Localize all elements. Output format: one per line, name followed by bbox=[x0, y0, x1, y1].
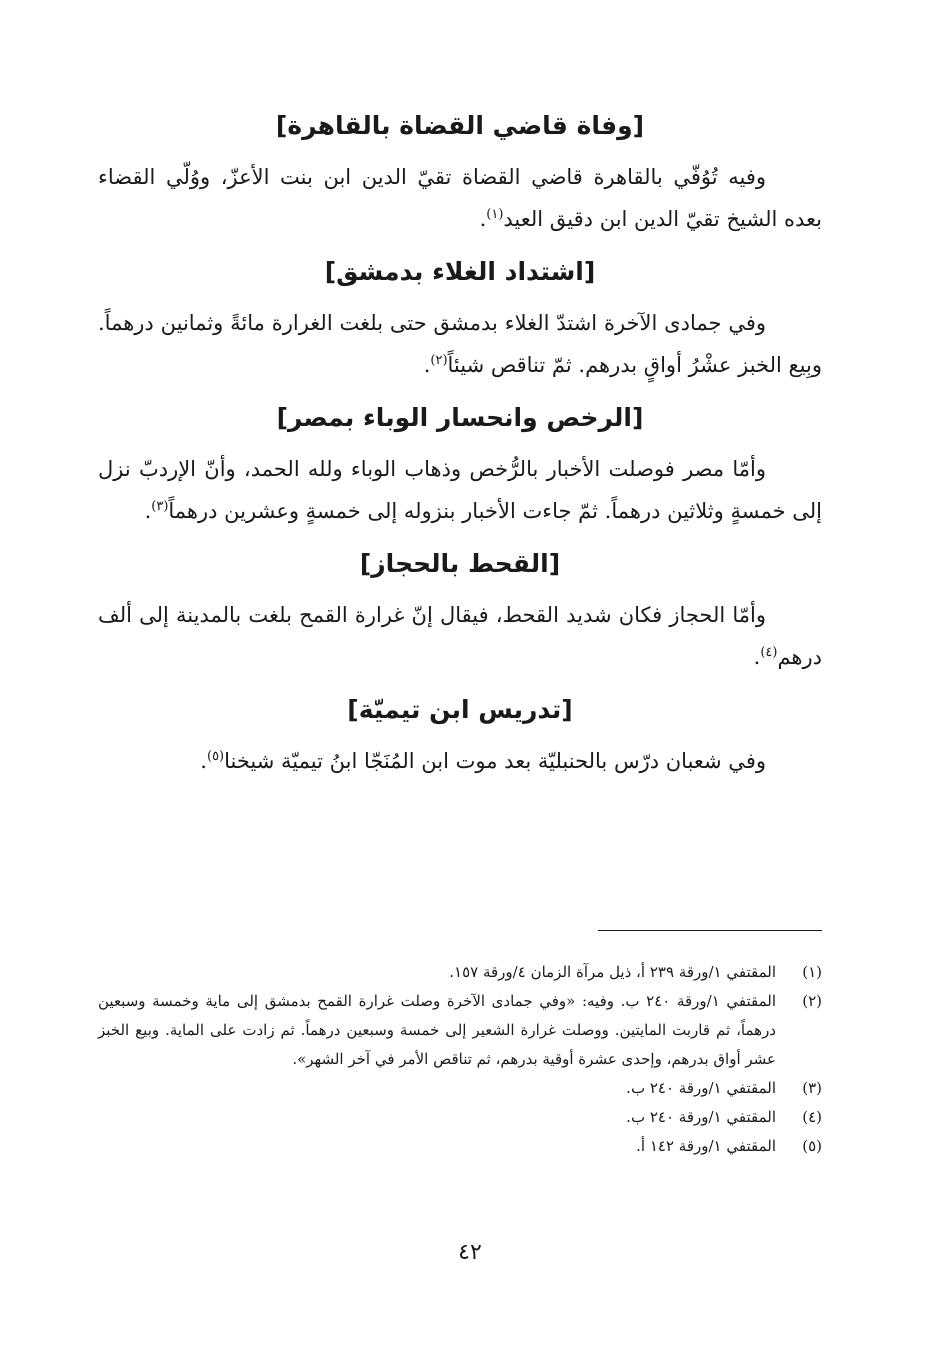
section-title-ibn-taymiyya: [تدريس ابن تيميّة] bbox=[347, 695, 573, 724]
footnote-marker[interactable]: (١) bbox=[486, 207, 504, 222]
paragraph-ibn-taymiyya: وفي شعبان درّس بالحنبليّة بعد موت ابن المُنَجّا ابنُ تيميّة شيخنا$^{(٥)}$. bbox=[200, 749, 766, 773]
footnote-text: المقتفي ١/ورقة ٢٤٠ ب. bbox=[626, 1108, 776, 1126]
paragraph-egypt-prices: وأمّا مصر فوصلت الأخبار بالرُّخص وذهاب الوباء ولله الحمد، وأنّ الإردبّ نزل إلى خمسةٍ وثلاثين درهماً. ثمّ جاءت الأخبار بنزوله إلى خمسةٍ وعشرين درهماً$^{(٣)}$. bbox=[98, 457, 822, 523]
footnote-marker[interactable]: (٢) bbox=[430, 353, 448, 368]
footnote-text: المقتفي ١/ورقة ٢٣٩ أ، ذيل مرآة الزمان ٤/ورقة ١٥٧. bbox=[449, 963, 776, 981]
paragraph-text: وأمّا الحجاز فكان شديد القحط، فيقال إنّ غرارة القمح بلغت بالمدينة إلى ألف درهم bbox=[98, 603, 822, 669]
footnote-item bbox=[98, 958, 822, 987]
footnote-item bbox=[98, 1103, 822, 1132]
section-title-qadi-death: [وفاة قاضي القضاة بالقاهرة] bbox=[275, 111, 645, 140]
footnote-marker[interactable]: (٣) bbox=[151, 499, 169, 514]
paragraph-text: وفي شعبان درّس بالحنبليّة بعد موت ابن المُنَجّا ابنُ تيميّة شيخنا bbox=[224, 749, 766, 773]
footnote-number: (١) bbox=[802, 963, 822, 981]
footnote-number: (٥) bbox=[802, 1137, 822, 1155]
footnote-marker[interactable]: (٥) bbox=[206, 749, 225, 764]
footnote-number: (٤) bbox=[802, 1108, 822, 1126]
section-title-hijaz-drought: [القحط بالحجاز] bbox=[359, 549, 561, 578]
footnote-item bbox=[98, 987, 822, 1074]
section-title-egypt-prices: [الرخص وانحسار الوباء بمصر] bbox=[276, 403, 644, 432]
page-number: ٤٢ bbox=[458, 1240, 482, 1265]
section-title-damascus-famine: [اشتداد الغلاء بدمشق] bbox=[324, 257, 596, 286]
footnote-divider bbox=[598, 930, 822, 931]
paragraph-text: وفيه تُوُفّي بالقاهرة قاضي القضاة تقيّ الدين ابن بنت الأعزّ، ووُلّي القضاء بعده الشيخ تقيّ الدين ابن دقيق العيد bbox=[98, 165, 822, 231]
footnote-number: (٣) bbox=[802, 1079, 822, 1097]
footnote-item bbox=[98, 1074, 822, 1103]
paragraph-text: وفي جمادى الآخرة اشتدّ الغلاء بدمشق حتى بلغت الغرارة مائةً وثمانين درهماً. وبِيع الخبز عشْرُ أواقٍ بدرهم. ثمّ تناقص شيئاً bbox=[98, 311, 822, 377]
paragraph-text: وأمّا مصر فوصلت الأخبار بالرُّخص وذهاب الوباء ولله الحمد، وأنّ الإردبّ نزل إلى خمسةٍ وثلاثين درهماً. ثمّ جاءت الأخبار بنزوله إلى خمسةٍ وعشرين درهماً bbox=[98, 457, 822, 523]
paragraph-qadi-death: وفيه تُوُفّي بالقاهرة قاضي القضاة تقيّ الدين ابن بنت الأعزّ، ووُلّي القضاء بعده الشيخ تقيّ الدين ابن دقيق العيد$^{(١)}$. bbox=[98, 165, 822, 231]
page-body bbox=[98, 100, 822, 1368]
footnotes bbox=[98, 958, 822, 1161]
footnote-item bbox=[98, 1132, 822, 1161]
footnote-text: المقتفي ١/ورقة ٢٤٠ ب. bbox=[626, 1079, 776, 1097]
footnote-text: المقتفي ١/ورقة ٢٤٠ ب. وفيه: «وفي جمادى الآخرة وصلت غرارة القمح بدمشق إلى ماية وخمسة وسبعين درهماً، ثم قاربت المايتين. ووصلت غرارة الشعير إلى خمسة وسبعين درهماً. ثم زادت على الماية. وبيع الخبز عشر أواق بدرهم، وإحدى عشرة أوقية بدرهم، ثم تناقص الأمر في آخر الشهر». bbox=[98, 992, 777, 1068]
paragraph-damascus-famine: وفي جمادى الآخرة اشتدّ الغلاء بدمشق حتى بلغت الغرارة مائةً وثمانين درهماً. وبِيع الخبز عشْرُ أواقٍ بدرهم. ثمّ تناقص شيئاً$^{(٢)}$. bbox=[98, 311, 822, 377]
footnote-text: المقتفي ١/ورقة ١٤٢ أ. bbox=[636, 1137, 776, 1155]
paragraph-hijaz-drought: وأمّا الحجاز فكان شديد القحط، فيقال إنّ غرارة القمح بلغت بالمدينة إلى ألف درهم$^{(٤)}$. bbox=[98, 603, 822, 669]
footnote-number: (٢) bbox=[802, 992, 822, 1010]
footnote-marker[interactable]: (٤) bbox=[760, 645, 778, 660]
